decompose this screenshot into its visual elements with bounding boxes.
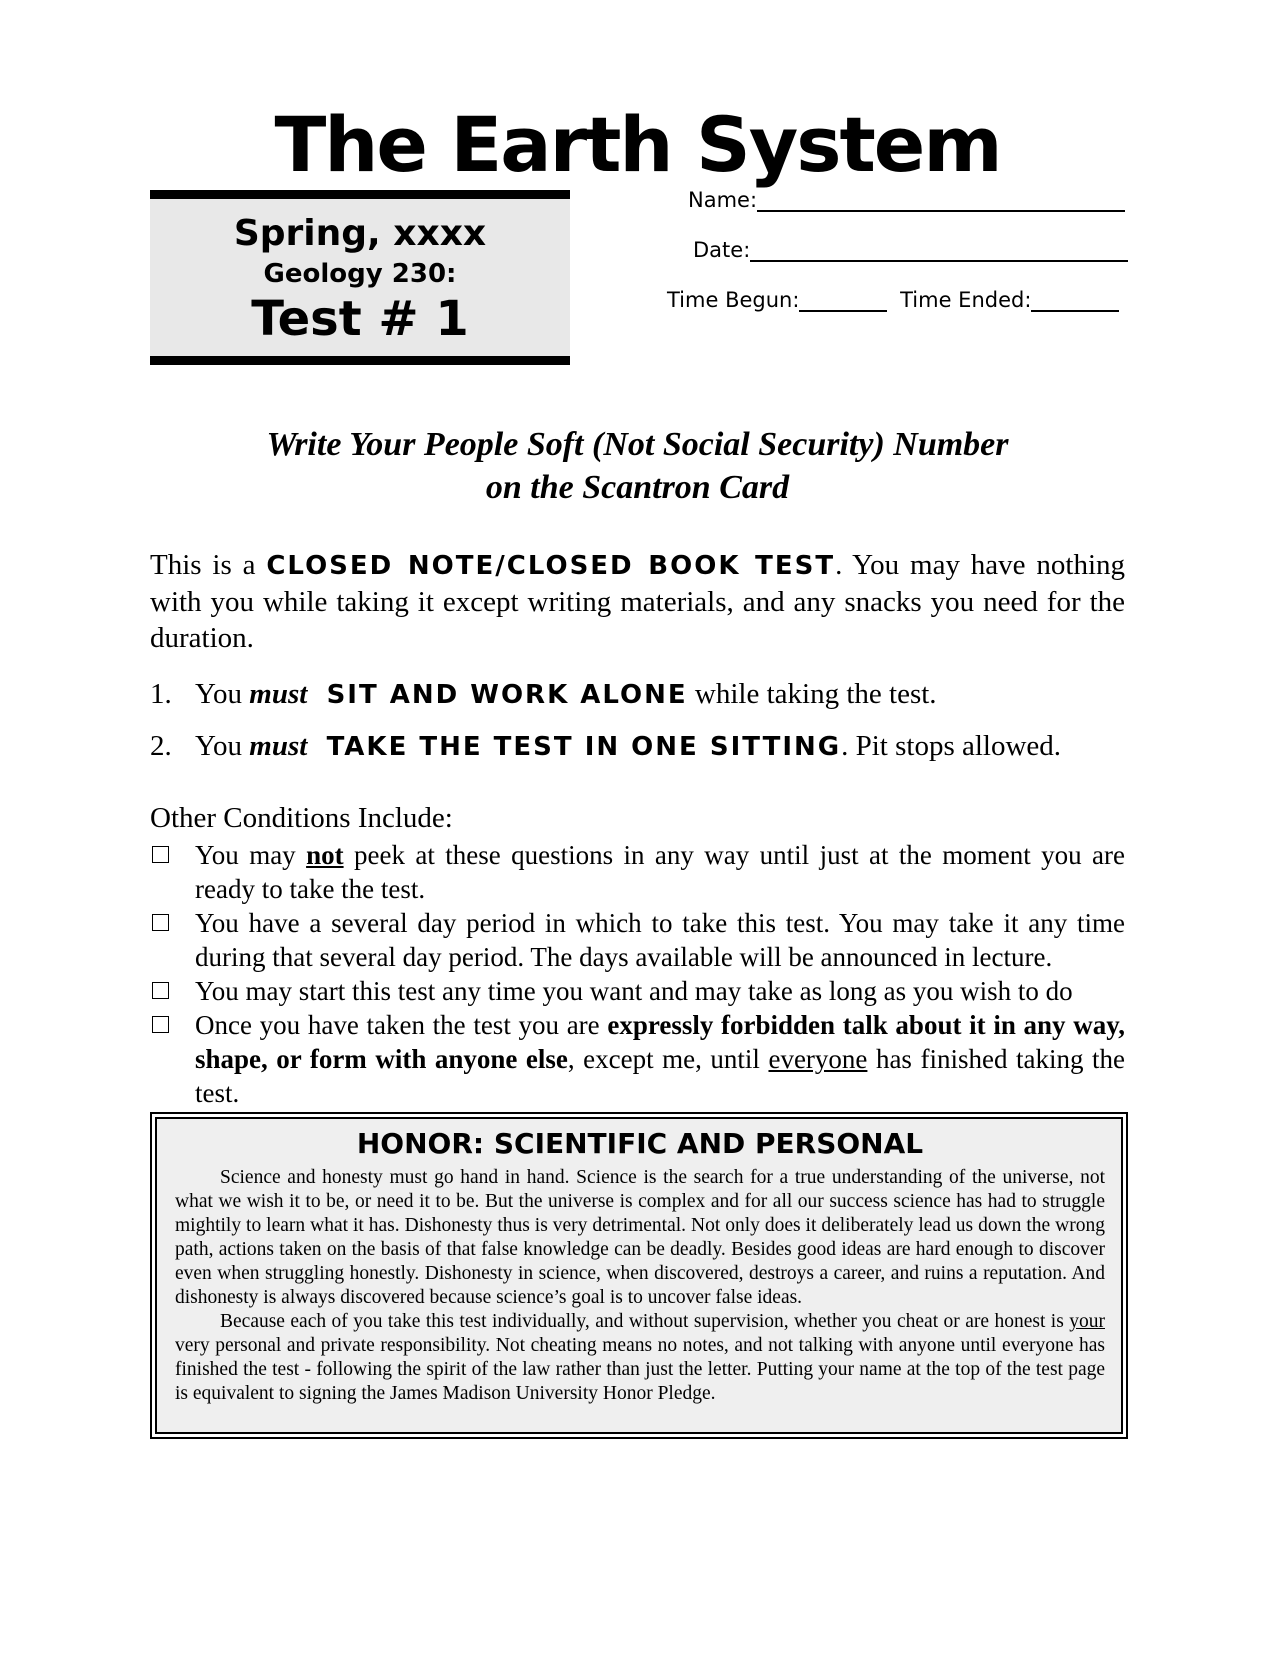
condition-text: has finished taking the test. (195, 1044, 1125, 1108)
condition-text: You may start this test any time you want and may take as long as you wish to do (195, 976, 1073, 1006)
honor-box (150, 1112, 1128, 1439)
rule-tail: . Pit stops allowed. (841, 730, 1062, 762)
conditions-list (150, 838, 1125, 1110)
course-info-box (150, 190, 570, 365)
rule-lead: You (195, 678, 243, 710)
date-field[interactable] (693, 238, 1128, 262)
rule-emphasis: TAKE THE TEST IN ONE SITTING (326, 732, 842, 762)
test-number-label: Test # 1 (251, 291, 469, 347)
rule-number: 2. (150, 730, 172, 762)
checkbox-icon (152, 914, 169, 931)
checkbox-icon (152, 1016, 169, 1033)
condition-item (150, 906, 1125, 974)
name-label: Name: (688, 188, 758, 212)
honor-paragraph-1: Science and honesty must go hand in hand. Science is the search for a true understanding of the universe, not what we wish it to be, or need it to be. But the universe is complex and for all our success science has had to struggle mightily to learn what it has. Dishonesty thus is very detrimental. Not only does it deliberately lead us down the wrong path, actions taken on the basis of that false knowledge can be deadly. Besides good ideas are hard enough to discover even when struggling honestly. Dishonesty in science, when discovered, destroys a career, and ruins a reputation. And dishonesty is always discovered because science’s goal is to uncover false ideas. (175, 1167, 1105, 1308)
condition-bold: expressly forbidden talk about it in any way, shape, or form with anyone else (195, 1010, 1125, 1074)
name-line[interactable] (757, 190, 1125, 212)
other-conditions-heading: Other Conditions Include: (150, 802, 453, 834)
time-ended-label: Time Ended: (900, 288, 1032, 312)
name-field[interactable] (688, 188, 1125, 212)
condition-item (150, 838, 1125, 906)
rule-number: 1. (150, 678, 172, 710)
intro-emphasis: CLOSED NOTE/CLOSED BOOK TEST (266, 551, 836, 581)
date-label: Date: (693, 238, 751, 262)
course-label: Geology 230: (263, 259, 457, 289)
condition-underlined: everyone (768, 1044, 868, 1074)
honor-box-inner (155, 1117, 1123, 1434)
checkbox-icon (152, 846, 169, 863)
time-begun-label: Time Begun: (667, 288, 800, 312)
intro-prefix: This is a (150, 549, 256, 581)
condition-item (150, 974, 1125, 1008)
date-line[interactable] (750, 240, 1128, 262)
checkbox-icon (152, 982, 169, 999)
condition-text: You may (195, 840, 307, 870)
condition-item (150, 1008, 1125, 1110)
condition-text: peek at these questions in any way until just at the moment you are ready to take the test. (195, 840, 1125, 904)
instruction-line-1: Write Your People Soft (Not Social Security) Number (266, 426, 1009, 463)
time-ended-line[interactable] (1031, 290, 1119, 312)
time-begun-line[interactable] (799, 290, 887, 312)
time-fields[interactable] (667, 288, 1119, 312)
rule-must: must (249, 678, 308, 710)
rule-must: must (249, 730, 308, 762)
semester-label: Spring, xxxx (233, 213, 487, 254)
honor-text: Because each of you take this test individually, and without supervision, whether you cheat or are honest is (220, 1311, 1070, 1332)
rule-item (150, 728, 1130, 780)
rule-tail: while taking the test. (687, 678, 937, 710)
rule-emphasis: SIT AND WORK ALONE (326, 680, 688, 710)
honor-text: very personal and private responsibility. Not cheating means no notes, and not talking with anyone until everyone has finished the test - following the spirit of the law rather than just the letter. Putting your name at the top of the test page is equivalent to signing the James Madison University Honor Pledge. (175, 1335, 1105, 1404)
intro-suffix: . You may have nothing with you while taking it except writing materials, and any snacks you need for the duration. (150, 549, 1126, 654)
honor-paragraph-2 (175, 1310, 1105, 1406)
rules-list (150, 676, 1130, 780)
condition-text: , except me, until (567, 1044, 769, 1074)
instruction-line-2: on the Scantron Card (485, 469, 790, 506)
condition-text: Once you have taken the test you are (195, 1010, 608, 1040)
rule-lead: You (195, 730, 243, 762)
rule-item (150, 676, 1130, 728)
honor-underlined: your (1069, 1311, 1105, 1332)
scantron-instruction (150, 423, 1125, 509)
intro-paragraph (150, 547, 1125, 656)
condition-underlined: not (306, 840, 344, 870)
honor-title: HONOR: SCIENTIFIC AND PERSONAL (356, 1127, 924, 1160)
condition-text: You have a several day period in which to take this test. You may take it any time during that several day period. The days available will be announced in lecture. (195, 908, 1125, 972)
page-title: The Earth System (274, 100, 1001, 189)
